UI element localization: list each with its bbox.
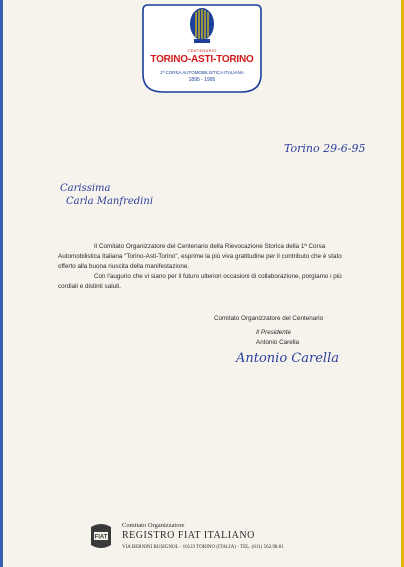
logo-event-name: TORINO-ASTI-TORINO [150, 54, 254, 65]
footer-address: VIA BERNINI BUSIGNOL · 10123 TORINO (ITALIA) · TEL. (011) 562.98.81 [122, 545, 284, 550]
footer-committee: Comitato Organizzatore [122, 522, 185, 529]
logo-small-top: CENTENARIO [187, 48, 217, 53]
handwritten-signature: Antonio Carella [236, 351, 339, 366]
greeting-line-2: Carla Manfredini [66, 196, 154, 207]
logo-years: 1895 - 1995 [188, 77, 216, 83]
fiat-register-logo [90, 521, 112, 551]
left-blue-edge [0, 0, 3, 567]
closing-committee: Comitato Organizzatore del Centenario [214, 315, 324, 322]
handwritten-date: Torino 29-6-95 [284, 142, 366, 155]
body-paragraph-2: Con l'augurio che vi siano per il futuro ulteriori occasioni di collaborazione, porgiamo i più cordiali e distinti saluti. [58, 273, 342, 291]
greeting-line-1: Carissima [60, 183, 111, 194]
closing-role: Il Presidente [256, 329, 292, 336]
logo-subtitle: 1ª CORSA AUTOMOBILISTICA ITALIANA [160, 70, 244, 75]
body-paragraph-1: Il Comitato Organizzatore del Centenario della Rievocazione Storica della 1ª Corsa Automobilistica Italiana "Torino-Asti-Torino", esprime la più viva gratitudine per il contributo che è stato offerto alla buona riuscita della manifestazione. [58, 243, 342, 271]
closing-name: Antonio Carella [256, 339, 300, 346]
fiat-logo-text: FIAT [94, 534, 108, 541]
footer-org-name: REGISTRO FIAT ITALIANO [122, 530, 255, 541]
